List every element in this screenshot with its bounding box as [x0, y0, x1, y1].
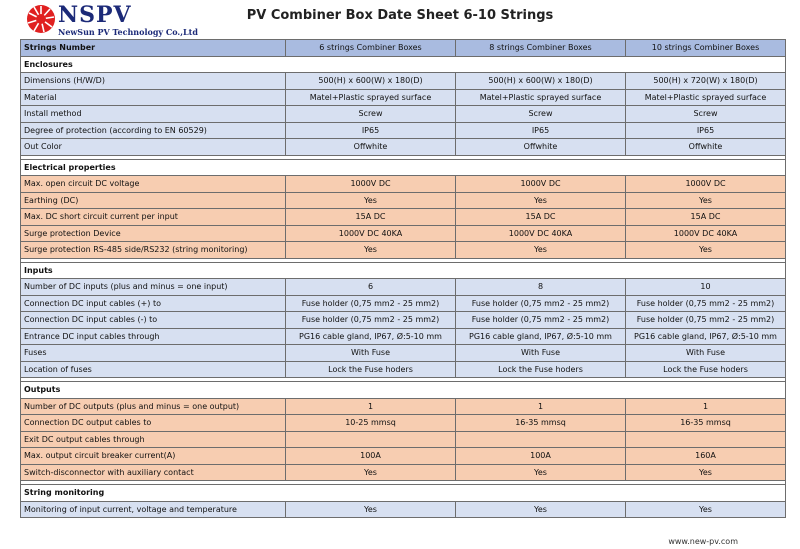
spec-value: 15A DC [286, 209, 456, 226]
spec-label: Max. DC short circuit current per input [21, 209, 286, 226]
spec-value: Offwhite [286, 139, 456, 156]
spec-label: Location of fuses [21, 361, 286, 378]
spec-value [626, 431, 786, 448]
spec-value: 1 [456, 398, 626, 415]
spec-value: Fuse holder (0,75 mm2 - 25 mm2) [286, 295, 456, 312]
spec-value: With Fuse [626, 345, 786, 362]
spec-value [286, 431, 456, 448]
spec-value: Yes [626, 192, 786, 209]
spec-value: 1000V DC 40KA [456, 225, 626, 242]
header-label: Strings Number [21, 40, 286, 57]
section-title: Outputs [21, 382, 786, 399]
table-row [21, 176, 786, 193]
website-footer: www.new-pv.com [668, 537, 738, 546]
table-row [21, 106, 786, 123]
table-row [21, 501, 786, 518]
spec-value: Matel+Plastic sprayed surface [286, 89, 456, 106]
table-row [21, 209, 786, 226]
spec-value: 100A [286, 448, 456, 465]
spec-value: 500(H) x 720(W) x 180(D) [626, 73, 786, 90]
spec-label: Material [21, 89, 286, 106]
spec-label: Surge protection Device [21, 225, 286, 242]
table-row [21, 345, 786, 362]
spec-value: 1000V DC [456, 176, 626, 193]
spec-value: Yes [286, 501, 456, 518]
spec-label: Surge protection RS-485 side/RS232 (string monitoring) [21, 242, 286, 259]
spec-table [20, 39, 786, 518]
spec-value: 1000V DC [286, 176, 456, 193]
section-heading-row [21, 485, 786, 502]
table-row [21, 279, 786, 296]
spec-label: Connection DC input cables (+) to [21, 295, 286, 312]
section-title: Electrical properties [21, 159, 786, 176]
spec-value: Screw [286, 106, 456, 123]
spec-value: Yes [456, 242, 626, 259]
table-row [21, 361, 786, 378]
spec-value: 1000V DC [626, 176, 786, 193]
spec-value: Lock the Fuse hoders [626, 361, 786, 378]
spec-value: PG16 cable gland, IP67, Ø:5-10 mm [626, 328, 786, 345]
spec-value: Offwhite [456, 139, 626, 156]
spec-value: IP65 [626, 122, 786, 139]
spec-label: Fuses [21, 345, 286, 362]
spec-value: 100A [456, 448, 626, 465]
spec-value: Fuse holder (0,75 mm2 - 25 mm2) [456, 295, 626, 312]
spec-value: 500(H) x 600(W) x 180(D) [456, 73, 626, 90]
spec-value: Matel+Plastic sprayed surface [456, 89, 626, 106]
table-row [21, 73, 786, 90]
section-heading-row [21, 262, 786, 279]
spec-label: Max. output circuit breaker current(A) [21, 448, 286, 465]
spec-value: 6 [286, 279, 456, 296]
section-heading-row [21, 56, 786, 73]
spec-value: 8 [456, 279, 626, 296]
table-row [21, 312, 786, 329]
spec-value: With Fuse [286, 345, 456, 362]
spec-value: With Fuse [456, 345, 626, 362]
page-title: PV Combiner Box Date Sheet 6-10 Strings [246, 8, 554, 23]
table-row [21, 89, 786, 106]
spec-value: PG16 cable gland, IP67, Ø:5-10 mm [286, 328, 456, 345]
table-row [21, 464, 786, 481]
spec-value: 15A DC [456, 209, 626, 226]
spec-label: Out Color [21, 139, 286, 156]
spec-label: Exit DC output cables through [21, 431, 286, 448]
table-row [21, 192, 786, 209]
spec-value: Matel+Plastic sprayed surface [626, 89, 786, 106]
spec-value: Screw [626, 106, 786, 123]
section-title: String monitoring [21, 485, 786, 502]
table-row [21, 328, 786, 345]
spec-value: Yes [456, 192, 626, 209]
table-row [21, 431, 786, 448]
spec-value: 500(H) x 600(W) x 180(D) [286, 73, 456, 90]
section-heading-row [21, 159, 786, 176]
section-title: Enclosures [21, 56, 786, 73]
spec-value: 16-35 mmsq [456, 415, 626, 432]
spec-value: Fuse holder (0,75 mm2 - 25 mm2) [286, 312, 456, 329]
column-header: 8 strings Combiner Boxes [456, 40, 626, 57]
table-row [21, 122, 786, 139]
spec-label: Dimensions (H/W/D) [21, 73, 286, 90]
table-header-row [21, 40, 786, 57]
table-row [21, 398, 786, 415]
spec-value: Lock the Fuse hoders [456, 361, 626, 378]
section-title: Inputs [21, 262, 786, 279]
spec-value: Yes [286, 242, 456, 259]
spec-label: Monitoring of input current, voltage and temperature [21, 501, 286, 518]
spec-value: 1 [286, 398, 456, 415]
spec-label: Install method [21, 106, 286, 123]
spec-label: Earthing (DC) [21, 192, 286, 209]
spec-value: 1 [626, 398, 786, 415]
spec-value: 1000V DC 40KA [286, 225, 456, 242]
spec-label: Number of DC outputs (plus and minus = one output) [21, 398, 286, 415]
table-row [21, 242, 786, 259]
spec-value: IP65 [456, 122, 626, 139]
logo-wordmark: NSPV [58, 2, 132, 28]
spec-value: 10-25 mmsq [286, 415, 456, 432]
spec-value: 16-35 mmsq [626, 415, 786, 432]
spec-value: Yes [286, 192, 456, 209]
section-heading-row [21, 382, 786, 399]
spec-label: Connection DC input cables (-) to [21, 312, 286, 329]
spec-value: Fuse holder (0,75 mm2 - 25 mm2) [626, 295, 786, 312]
column-header: 10 strings Combiner Boxes [626, 40, 786, 57]
table-row [21, 139, 786, 156]
spec-value: Lock the Fuse hoders [286, 361, 456, 378]
spec-value: Fuse holder (0,75 mm2 - 25 mm2) [456, 312, 626, 329]
spec-value: Offwhite [626, 139, 786, 156]
spec-value: PG16 cable gland, IP67, Ø:5-10 mm [456, 328, 626, 345]
spec-value [456, 431, 626, 448]
spec-value: Yes [286, 464, 456, 481]
spec-label: Number of DC inputs (plus and minus = one input) [21, 279, 286, 296]
spec-label: Switch-disconnector with auxiliary contact [21, 464, 286, 481]
spec-label: Connection DC output cables to [21, 415, 286, 432]
spec-value: Yes [626, 464, 786, 481]
table-row [21, 225, 786, 242]
column-header: 6 strings Combiner Boxes [286, 40, 456, 57]
spec-value: Yes [456, 464, 626, 481]
spec-value: 1000V DC 40KA [626, 225, 786, 242]
spec-label: Degree of protection (according to EN 60529) [21, 122, 286, 139]
spec-value: 10 [626, 279, 786, 296]
spec-label: Max. open circuit DC voltage [21, 176, 286, 193]
company-name: NewSun PV Technology Co.,Ltd [58, 27, 198, 37]
table-row [21, 295, 786, 312]
spec-value: Fuse holder (0,75 mm2 - 25 mm2) [626, 312, 786, 329]
spec-value: IP65 [286, 122, 456, 139]
spec-value: 15A DC [626, 209, 786, 226]
table-row [21, 415, 786, 432]
table-row [21, 448, 786, 465]
spec-value: Yes [626, 501, 786, 518]
spec-label: Entrance DC input cables through [21, 328, 286, 345]
spec-value: Screw [456, 106, 626, 123]
spec-value: Yes [456, 501, 626, 518]
spec-value: 160A [626, 448, 786, 465]
spec-value: Yes [626, 242, 786, 259]
